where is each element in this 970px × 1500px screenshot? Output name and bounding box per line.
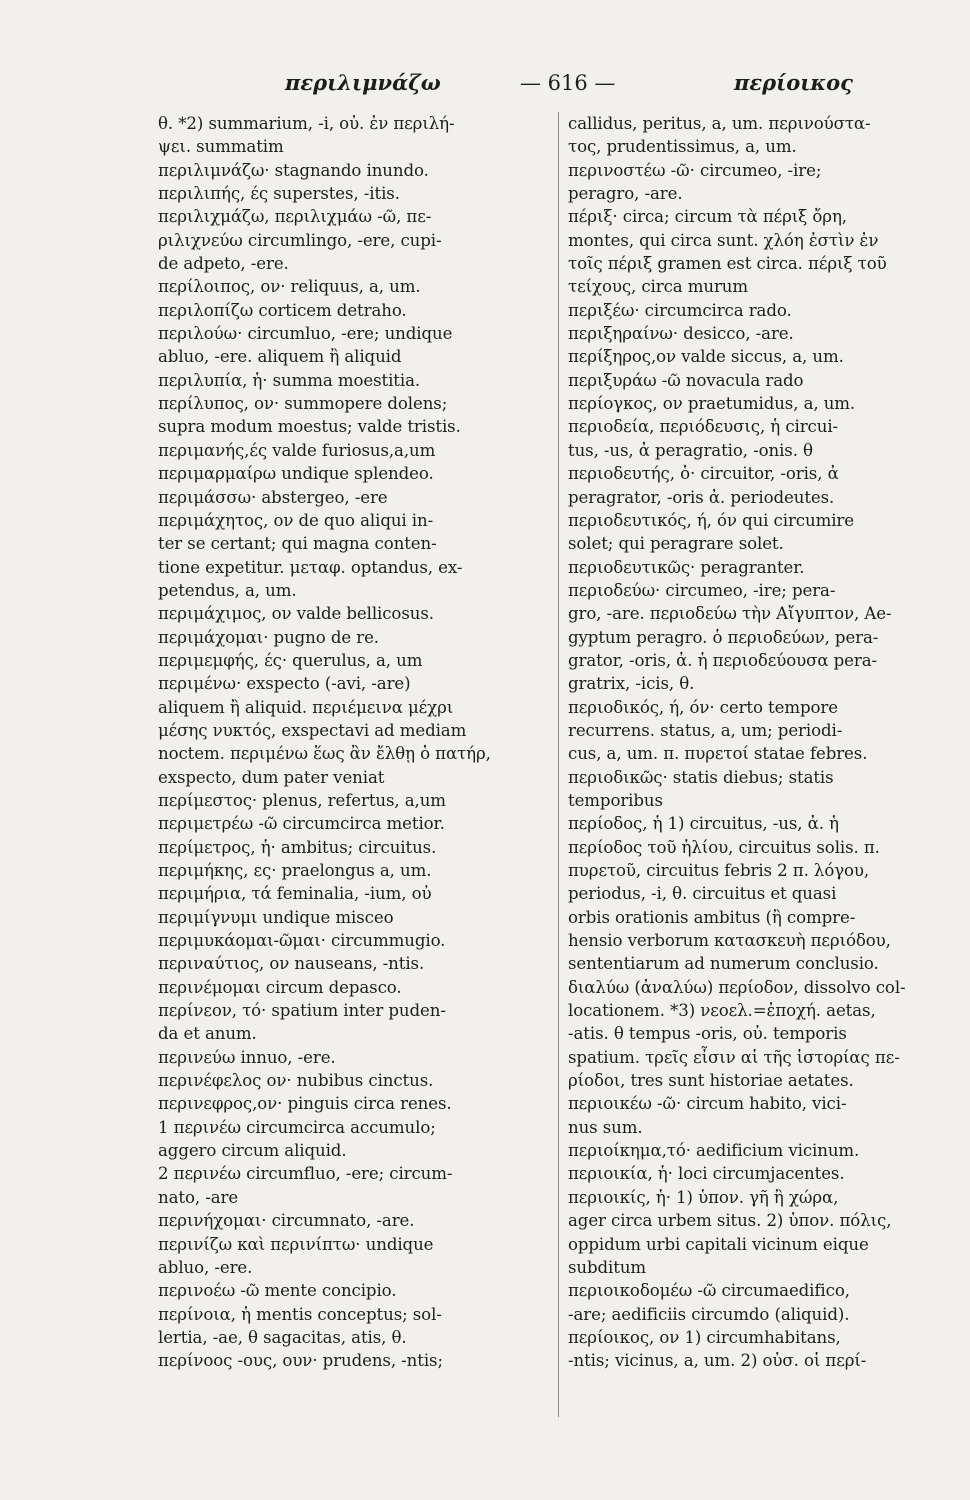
text-line: -ntis; vicinus, a, um. 2) οὐσ. οἱ περί-	[568, 1351, 867, 1371]
text-line: nus sum.	[568, 1117, 643, 1137]
text-line: solet; qui peragrare solet.	[568, 534, 784, 554]
text-line: ρίοδοι, tres sunt historiae aetates.	[568, 1071, 854, 1091]
text-line: grator, -oris, ἀ. ἡ περιοδεύουσα pera-	[568, 650, 878, 670]
text-line: noctem. περιμένω ἕως ἂν ἔλθῃ ὁ πατήρ,	[158, 744, 491, 764]
text-line: petendus, a, um.	[158, 580, 297, 600]
text-line: περιοικίς, ἡ· 1) ὑπον. γῆ ἢ χώρα,	[568, 1187, 839, 1207]
text-line: spatium. τρεῖς εἶσιν αἱ τῆς ἱστορίας πε-	[568, 1047, 900, 1067]
text-line: tione expetitur. μεταφ. optandus, ex-	[158, 557, 463, 577]
text-line: περιοδευτικός, ή, όν qui circumire	[568, 510, 854, 530]
text-line: περιμίγνυμι undique misceo	[158, 907, 394, 927]
text-line: cus, a, um. π. πυρετοί statae febres.	[568, 744, 868, 764]
text-line: περίμετρος, ἡ· ambitus; circuitus.	[158, 837, 437, 857]
text-line: περιμήρια, τά feminalia, -ium, οὐ	[158, 884, 432, 904]
text-line: temporibus	[568, 790, 663, 810]
text-line: locationem. *3) νεοελ.=ἐποχή. aetas,	[568, 1001, 876, 1021]
text-line: περινεφρος,ον· pinguis circa renes.	[158, 1094, 452, 1114]
header-first-headword: περιλιμνάζω	[285, 70, 441, 95]
text-line: gyptum peragro. ὁ περιοδεύων, pera-	[568, 627, 879, 647]
text-line: περιλιπής, ές superstes, -itis.	[158, 184, 400, 204]
text-line: ψει. summatim	[158, 137, 284, 157]
text-line: περιοικέω -ῶ· circum habito, vici-	[568, 1094, 847, 1114]
text-line: θ. *2) summarium, -i, οὐ. ἐν περιλή-	[158, 114, 455, 133]
text-line: callidus, peritus, a, um. περινούστα-	[568, 114, 871, 133]
text-line: aggero circum aliquid.	[158, 1141, 347, 1161]
text-line: περίογκος, ον praetumidus, a, um.	[568, 394, 856, 414]
text-line: oppidum urbi capitali vicinum eique	[568, 1234, 869, 1254]
text-line: περίοικος, ον 1) circumhabitans,	[568, 1327, 841, 1347]
text-line: -atis. θ tempus -oris, οὐ. temporis	[568, 1024, 847, 1044]
text-line: ager circa urbem situs. 2) ὑπον. πόλις,	[568, 1211, 892, 1231]
text-line: περίλυπος, ον· summopere dolens;	[158, 394, 448, 414]
text-line: subditum	[568, 1257, 647, 1277]
text-line: περίνοος -ους, ουν· prudens, -ntis;	[158, 1351, 443, 1371]
text-line: montes, qui circa sunt. χλόη ἐστὶν ἐν	[568, 230, 879, 250]
text-line: aliquem ἢ aliquid. περιέμεινα μέχρι	[158, 697, 454, 717]
text-line: 2 περινέω circumfluo, -ere; circum-	[158, 1164, 453, 1184]
text-line: -are; aedificiis circumdo (aliquid).	[568, 1304, 850, 1324]
text-line: περίλοιπος, ον· reliquus, a, um.	[158, 277, 421, 297]
text-line: περιμάχιμος, ον valde bellicosus.	[158, 604, 434, 624]
text-line: περιοικοδομέω -ῶ circumaedifico,	[568, 1281, 850, 1301]
text-line: περιλοπίζω corticem detraho.	[158, 300, 407, 320]
text-line: περιμήκης, ες· praelongus a, um.	[158, 861, 432, 880]
text-line: abluo, -ere.	[158, 1257, 253, 1277]
text-line: περιλυπία, ἡ· summa moestitia.	[158, 370, 421, 390]
text-line: περιξέω· circumcirca rado.	[568, 300, 792, 320]
text-line: tus, -us, ἀ peragratio, -onis. θ	[568, 440, 813, 460]
text-line: περίξηρος,ον valde siccus, a, um.	[568, 347, 844, 367]
text-line: περιμένω· exspecto (-avi, -are)	[158, 674, 411, 694]
text-line: περιμυκάομαι-ῶμαι· circummugio.	[158, 931, 446, 951]
text-line: περιοδευτικῶς· peragranter.	[568, 557, 805, 577]
page-header	[0, 68, 970, 102]
text-line: lertia, -ae, θ sagacitas, atis, θ.	[158, 1327, 407, 1347]
text-line: περινεύω innuo, -ere.	[158, 1047, 336, 1067]
text-line: abluo, -ere. aliquem ἢ aliquid	[158, 347, 402, 367]
text-line: περιοδικός, ή, όν· certo tempore	[568, 697, 838, 717]
text-line: περίοδος, ἡ 1) circuitus, -us, ἀ. ἡ	[568, 814, 839, 834]
text-line: περιλιχμάζω, περιλιχμάω -ῶ, πε-	[158, 207, 432, 227]
text-line: 1 περινέω circumcirca accumulo;	[158, 1117, 436, 1137]
text-line: περίοδος τοῦ ἡλίου, circuitus solis. π.	[568, 837, 880, 857]
left-column	[158, 112, 558, 1373]
text-line: περιναύτιος, ον nauseans, -ntis.	[158, 954, 425, 974]
text-line: περινήχομαι· circumnato, -are.	[158, 1211, 415, 1231]
text-line: περιλιμνάζω· stagnando inundo.	[158, 160, 429, 180]
text-line: περιμανής,ές valde furiosus,a,um	[158, 440, 436, 460]
text-line: πέριξ· circa; circum τὰ πέριξ ὄρη,	[568, 207, 847, 227]
text-line: nato, -are	[158, 1187, 239, 1207]
text-line: περιοικία, ἡ· loci circumjacentes.	[568, 1164, 845, 1184]
text-line: περιοδεία, περιόδευσις, ἡ circui-	[568, 417, 839, 437]
text-line: τείχους, circa murum	[568, 277, 749, 297]
text-line: gratrix, -icis, θ.	[568, 674, 695, 694]
text-line: exspecto, dum pater veniat	[158, 767, 385, 787]
text-line: περινίζω καὶ περινίπτω· undique	[158, 1234, 434, 1254]
text-line: gro, -are. περιοδεύω τὴν Αἴγυπτον, Ae-	[568, 604, 892, 624]
text-line: περίνεον, τό· spatium inter puden-	[158, 1001, 446, 1021]
text-line: περιμάσσω· abstergeo, -ere	[158, 487, 388, 507]
page-number: — 616 —	[520, 71, 616, 95]
text-line: περιλούω· circumluo, -ere; undique	[158, 324, 453, 344]
text-line: περιμετρέω -ῶ circumcirca metior.	[158, 814, 445, 834]
text-line: διαλύω (ἀναλύω) περίοδον, dissolvo col-	[568, 977, 906, 997]
column-divider	[558, 112, 559, 1417]
text-line: περινέμομαι circum depasco.	[158, 977, 402, 997]
text-line: τοῖς πέριξ gramen est circa. πέριξ τοῦ	[568, 254, 887, 274]
text-line: μέσης νυκτός, exspectavi ad mediam	[158, 720, 467, 740]
text-line: πυρετοῦ, circuitus febris 2 π. λόγου,	[568, 861, 870, 880]
text-line: περιοδευτής, ὁ· circuitor, -oris, ἀ	[568, 464, 839, 484]
text-line: recurrens. status, a, um; periodi-	[568, 720, 843, 740]
right-column	[568, 112, 970, 1373]
text-line: da et anum.	[158, 1024, 257, 1044]
text-line: ter se certant; qui magna conten-	[158, 534, 437, 554]
text-line: τος, prudentissimus, a, um.	[568, 137, 797, 157]
text-line: orbis orationis ambitus (ἢ compre-	[568, 907, 856, 927]
text-line: περιμάχομαι· pugno de re.	[158, 627, 379, 647]
text-line: περινοστέω -ῶ· circumeo, -ire;	[568, 160, 822, 180]
text-line: sententiarum ad numerum conclusio.	[568, 954, 879, 974]
text-line: peragrator, -oris ἀ. periodeutes.	[568, 487, 835, 507]
text-line: hensio verborum κατασκευὴ περιόδου,	[568, 931, 891, 951]
text-line: περίμεστος· plenus, refertus, a,um	[158, 790, 446, 810]
header-last-headword: περίοικος	[734, 70, 853, 95]
text-line: ριλιχνεύω circumlingo, -ere, cupi-	[158, 230, 442, 250]
text-line: περινέφελος ον· nubibus cinctus.	[158, 1071, 434, 1091]
text-line: περιμεμφής, ές· querulus, a, um	[158, 650, 423, 670]
text-line: supra modum moestus; valde tristis.	[158, 417, 461, 437]
text-line: περίνοια, ἡ mentis conceptus; sol-	[158, 1304, 442, 1324]
text-line: περιμάχητος, ον de quo aliqui in-	[158, 510, 434, 530]
text-line: περιξυράω -ῶ novacula rado	[568, 370, 804, 390]
text-line: περιμαρμαίρω undique splendeo.	[158, 464, 434, 484]
text-line: περιοδικῶς· statis diebus; statis	[568, 767, 834, 787]
text-line: periodus, -i, θ. circuitus et quasi	[568, 884, 837, 904]
text-line: περιοδεύω· circumeo, -ire; pera-	[568, 580, 836, 600]
text-line: peragro, -are.	[568, 184, 683, 204]
text-line: περινοέω -ῶ mente concipio.	[158, 1281, 397, 1301]
text-line: περιξηραίνω· desicco, -are.	[568, 324, 794, 344]
text-line: de adpeto, -ere.	[158, 254, 289, 274]
text-line: περιοίκημα,τό· aedificium vicinum.	[568, 1141, 860, 1161]
